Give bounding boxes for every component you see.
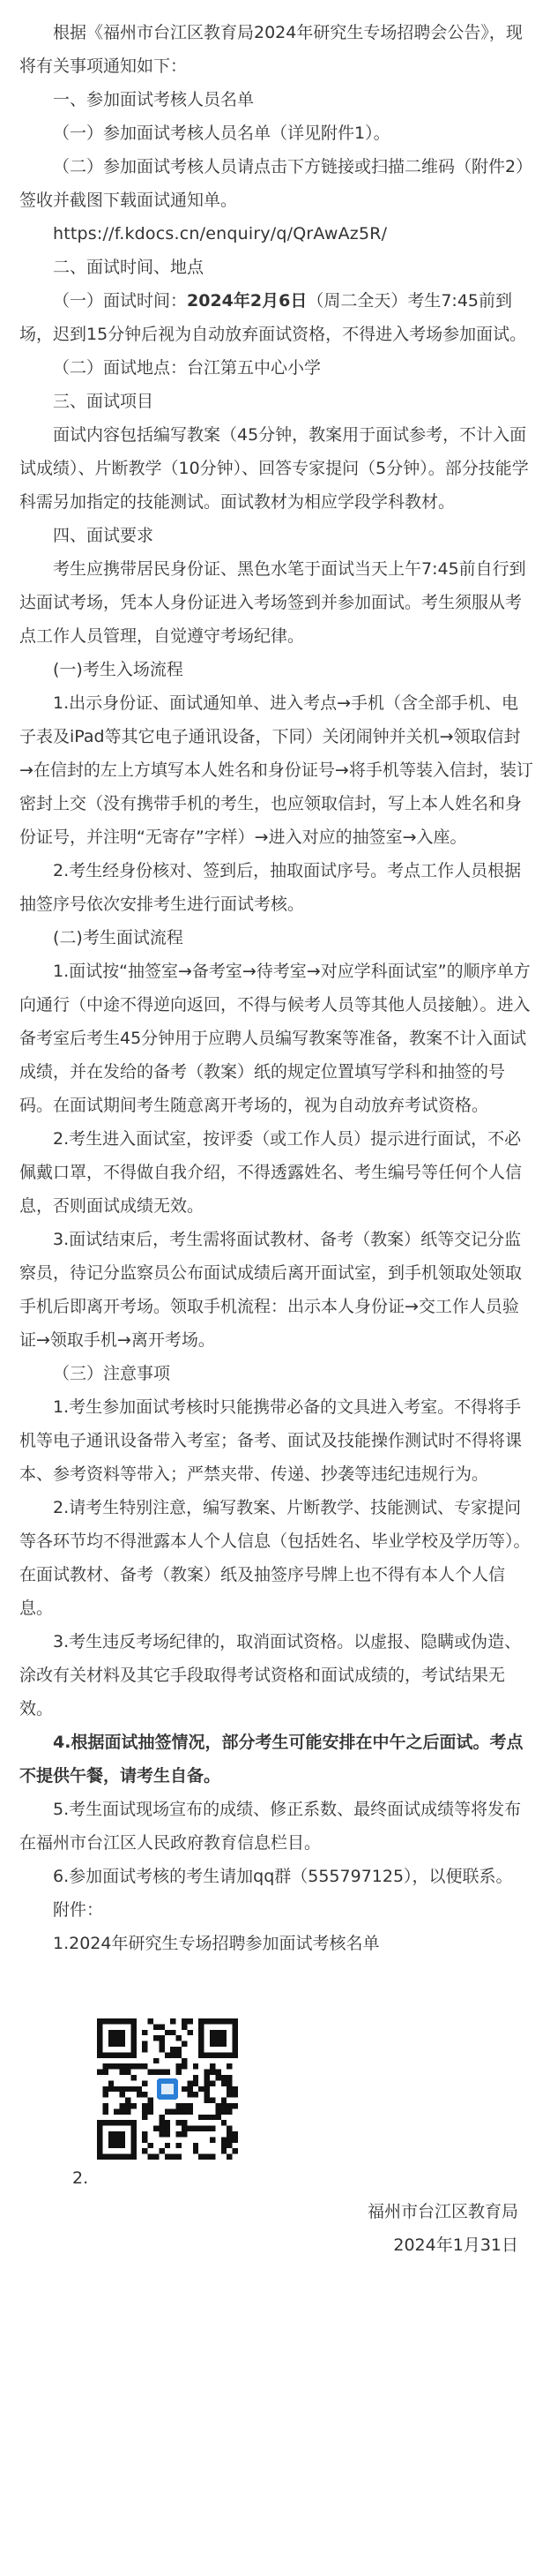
qr-code-icon[interactable] [97, 2018, 238, 2160]
section-4-heading: 四、面试要求 [53, 526, 154, 545]
interview-date: 2024年2月6日 [187, 291, 308, 311]
interview-step-2: 2.考生进入面试室，按评委（或工作人员）提示进行面试，不必佩戴口罩，不得做自我介绍，不得透露姓名、考生编号等任何个人信息，否则面试成绩无效。 [19, 1129, 523, 1216]
attachments-label: 附件： [53, 1900, 104, 1920]
note-5: 5.考生面试现场宣布的成绩、修正系数、最终面试成绩等将发布在福州市台江区人民政府教育信息栏目。 [19, 1800, 522, 1853]
section-3-content: 面试内容包括编写教案（45分钟，教案用于面试参考，不计入面试成绩）、片断教学（10分钟）、回答专家提问（5分钟）。部分技能学科需另加指定的技能测试。面试教材为相应学段学科教材。 [19, 425, 529, 512]
section-3-heading: 三、面试项目 [53, 392, 154, 411]
interview-step-3: 3.面试结束后，考生需将面试教材、备考（教案）纸等交记分监察员，待记分监察员公布面试成绩后离开面试室，到手机领取处领取手机后即离开考场。领取手机流程：出示本人身份证→交工作人员验证→领取手机→离开考场。 [19, 1230, 523, 1350]
note-4: 4.根据面试抽签情况，部分考生可能安排在中午之后面试。考点不提供午餐，请考生自备。 [19, 1733, 524, 1786]
section-1-item-2: （二）参加面试考核人员请点击下方链接或扫描二维码（附件2）签收并截图下载面试通知单。 [19, 157, 533, 210]
interview-time [19, 284, 534, 351]
enquiry-link[interactable]: https://f.kdocs.cn/enquiry/q/QrAwAz5R/ [53, 224, 388, 243]
interview-process-heading: (二)考生面试流程 [53, 928, 183, 947]
note-1: 1.考生参加面试考核时只能携带必备的文具进入考室。不得将手机等电子通讯设备带入考室；备考、面试及技能操作测试时不得将课本、参考资料等带入；严禁夹带、传递、抄袭等违纪违规行为。 [19, 1397, 523, 1484]
attachment-1: 1.2024年研究生专场招聘参加面试考核名单 [53, 1934, 380, 1953]
section-1-item-1: （一）参加面试考核人员名单（详见附件1）。 [53, 124, 390, 143]
issuing-organization: 福州市台江区教育局 [367, 2202, 518, 2221]
notes-heading: （三）注意事项 [53, 1364, 171, 1383]
section-2-heading: 二、面试时间、地点 [53, 258, 204, 277]
entry-step-1: 1.出示身份证、面试通知单、进入考点→手机（含全部手机、电子表及iPad等其它电子通讯设备，下同）关闭闹钟并关机→领取信封→在信封的左上方填写本人姓名和身份证号→将手机等装入信封，装订密封上交（没有携带手机的考生，也应领取信封，写上本人姓名和身份证号，并注明“无寄存”字样）→进入对应的抽签室→入座。 [19, 693, 533, 847]
note-2: 2.请考生特别注意，编写教案、片断教学、技能测试、专家提问等各环节均不得泄露本人个人信息（包括姓名、毕业学校及学历等）。在面试教材、备考（教案）纸及抽签序号牌上也不得有本人个人信息。 [19, 1498, 531, 1618]
interview-time-suffix: （周二全天）考生7:45前到场，迟到15分钟后视为自动放弃面试资格，不得进入考场参加面试。 [19, 291, 527, 344]
entry-process-heading: (一)考生入场流程 [53, 660, 183, 679]
attachment-2-number: 2. [72, 2168, 89, 2188]
interview-place: （二）面试地点：台江第五中心小学 [53, 358, 322, 378]
entry-step-2: 2.考生经身份核对、签到后，抽取面试序号。考点工作人员根据抽签序号依次安排考生进行面试考核。 [19, 861, 522, 914]
note-6: 6.参加面试考核的考生请加qq群（555797125），以便联系。 [53, 1867, 513, 1886]
section-1-heading: 一、参加面试考核人员名单 [53, 90, 255, 109]
intro-paragraph: 根据《福州市台江区教育局2024年研究生专场招聘会公告》，现将有关事项通知如下： [19, 23, 523, 76]
interview-time-prefix: （一）面试时间： [53, 291, 188, 311]
interview-step-1: 1.面试按“抽签室→备考室→待考室→对应学科面试室”的顺序单方向通行（中途不得逆向返回，不得与候考人员等其他人员接触）。进入备考室后考生45分钟用于应聘人员编写教案等准备，教案不计入面试成绩，并在发给的备考（教案）纸的规定位置填写学科和抽签的号码。在面试期间考生随意离开考场的，视为自动放弃考试资格。 [19, 962, 531, 1115]
section-4-intro: 考生应携带居民身份证、黑色水笔于面试当天上午7:45前自行到达面试考场，凭本人身份证进入考场签到并参加面试。考生须服从考点工作人员管理，自觉遵守考场纪律。 [19, 559, 526, 646]
issue-date: 2024年1月31日 [393, 2235, 518, 2255]
attachment-2 [72, 1978, 534, 2195]
note-3: 3.考生违反考场纪律的，取消面试资格。以虚报、隐瞒或伪造、涂改有关材料及其它手段取得考试资格和面试成绩的，考试结果无效。 [19, 1632, 522, 1719]
